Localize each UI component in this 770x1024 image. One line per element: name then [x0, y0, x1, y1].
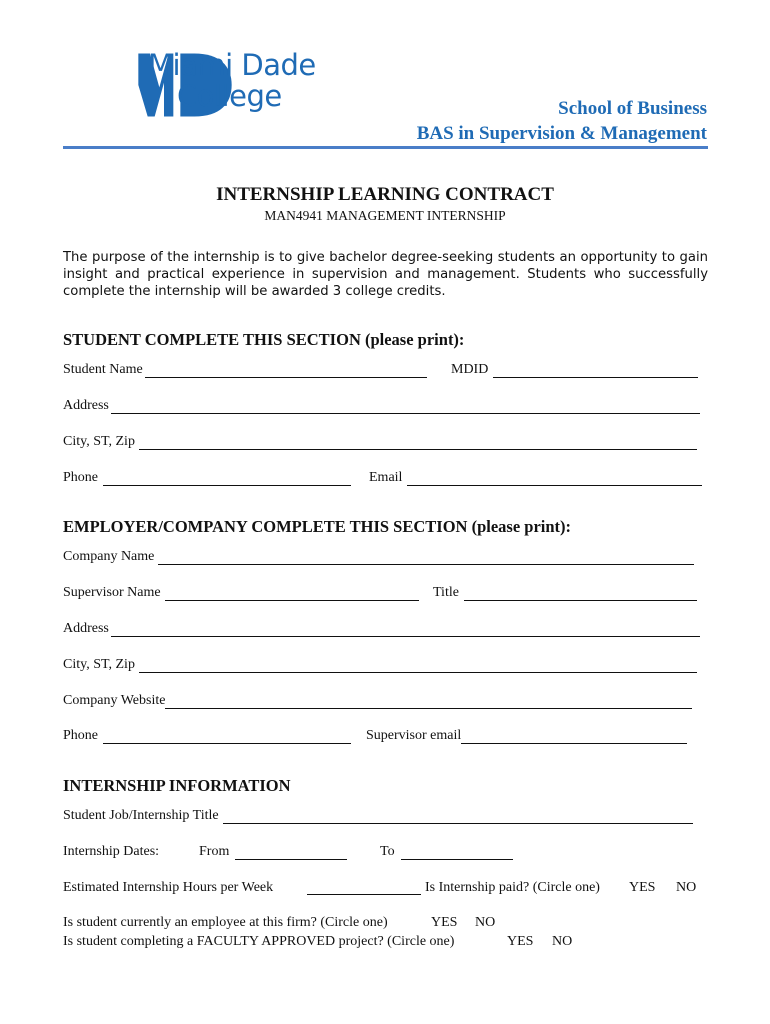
from-label: From: [199, 844, 230, 859]
company-website-field[interactable]: [63, 693, 692, 709]
company-website-line[interactable]: [165, 696, 692, 709]
mdid-field[interactable]: [451, 362, 698, 378]
from-date-line[interactable]: [235, 847, 347, 860]
company-address-label: Address: [63, 621, 109, 636]
student-name-field[interactable]: [63, 362, 427, 378]
supervisor-title-line[interactable]: [464, 588, 697, 601]
school-heading: [417, 96, 707, 146]
student-city-label: City, ST, Zip: [63, 434, 135, 449]
student-city-field[interactable]: [63, 434, 697, 450]
student-section-heading: STUDENT COMPLETE THIS SECTION (please print):: [63, 330, 465, 349]
employer-section-heading: EMPLOYER/COMPANY COMPLETE THIS SECTION (please print):: [63, 517, 572, 536]
from-date-field[interactable]: [199, 844, 347, 860]
student-name-label: Student Name: [63, 362, 143, 377]
student-phone-field[interactable]: [63, 470, 351, 486]
student-phone-label: Phone: [63, 470, 98, 485]
company-name-label: Company Name: [63, 549, 155, 564]
supervisor-email-field[interactable]: [366, 728, 687, 744]
company-phone-label: Phone: [63, 728, 98, 743]
student-city-line[interactable]: [139, 437, 697, 450]
student-address-field[interactable]: [63, 398, 700, 414]
company-name-line[interactable]: [158, 552, 694, 565]
mdid-line[interactable]: [493, 365, 698, 378]
student-email-line[interactable]: [407, 473, 702, 486]
job-title-label: Student Job/Internship Title: [63, 808, 219, 823]
supervisor-email-line[interactable]: [461, 731, 687, 744]
faculty-no-option[interactable]: NO: [552, 934, 573, 949]
job-title-line[interactable]: [223, 811, 693, 824]
company-phone-field[interactable]: [63, 728, 351, 744]
supervisor-title-field[interactable]: [433, 585, 697, 601]
purpose-paragraph: The purpose of the internship is to give bachelor degree-seeking students an opportunity to gain insight and practical experience in supervision and management. Students who successfully complete the internship will be awarded 3 college credits.: [63, 250, 708, 299]
student-address-label: Address: [63, 398, 109, 413]
employee-no-option[interactable]: NO: [475, 915, 496, 930]
school-name: School of Business: [558, 98, 707, 119]
supervisor-name-line[interactable]: [165, 588, 419, 601]
employee-yes-option[interactable]: YES: [431, 915, 458, 930]
student-name-line[interactable]: [145, 365, 427, 378]
internship-section-heading: INTERNSHIP INFORMATION: [63, 776, 291, 795]
hours-line[interactable]: [307, 882, 421, 895]
company-phone-line[interactable]: [103, 731, 351, 744]
to-date-field[interactable]: [380, 844, 513, 860]
faculty-yes-option[interactable]: YES: [507, 934, 534, 949]
job-title-field[interactable]: [63, 808, 693, 824]
student-email-label: Email: [369, 470, 403, 485]
page-title: INTERNSHIP LEARNING CONTRACT: [216, 184, 554, 205]
student-phone-line[interactable]: [103, 473, 351, 486]
student-address-line[interactable]: [111, 401, 700, 414]
student-email-field[interactable]: [369, 470, 702, 486]
supervisor-email-label: Supervisor email: [366, 728, 462, 743]
paid-question: Is Internship paid? (Circle one): [425, 880, 600, 895]
to-label: To: [380, 844, 395, 859]
supervisor-name-label: Supervisor Name: [63, 585, 161, 600]
course-code: MAN4941 MANAGEMENT INTERNSHIP: [264, 208, 506, 223]
faculty-question: Is student completing a FACULTY APPROVED project? (Circle one): [63, 934, 455, 949]
to-date-line[interactable]: [401, 847, 513, 860]
company-name-field[interactable]: [63, 549, 694, 565]
company-address-field[interactable]: [63, 621, 700, 637]
paid-no-option[interactable]: NO: [676, 880, 697, 895]
company-website-label: Company Website: [63, 693, 166, 708]
logo-line-2: College: [177, 79, 282, 113]
logo-wordmark: [148, 50, 316, 112]
program-name: BAS in Supervision & Management: [416, 123, 707, 144]
company-city-field[interactable]: [63, 657, 697, 673]
paid-yes-option[interactable]: YES: [629, 880, 656, 895]
header-divider: [63, 146, 708, 149]
supervisor-name-field[interactable]: [63, 585, 419, 601]
hours-label: Estimated Internship Hours per Week: [63, 880, 274, 895]
mdid-label: MDID: [451, 362, 489, 377]
company-city-label: City, ST, Zip: [63, 657, 135, 672]
supervisor-title-label: Title: [433, 585, 459, 600]
logo-line-1: Miami Dade: [148, 48, 316, 82]
company-city-line[interactable]: [139, 660, 697, 673]
employee-question: Is student currently an employee at this firm? (Circle one): [63, 915, 388, 930]
company-address-line[interactable]: [111, 624, 700, 637]
internship-dates-label: Internship Dates:: [63, 844, 160, 859]
